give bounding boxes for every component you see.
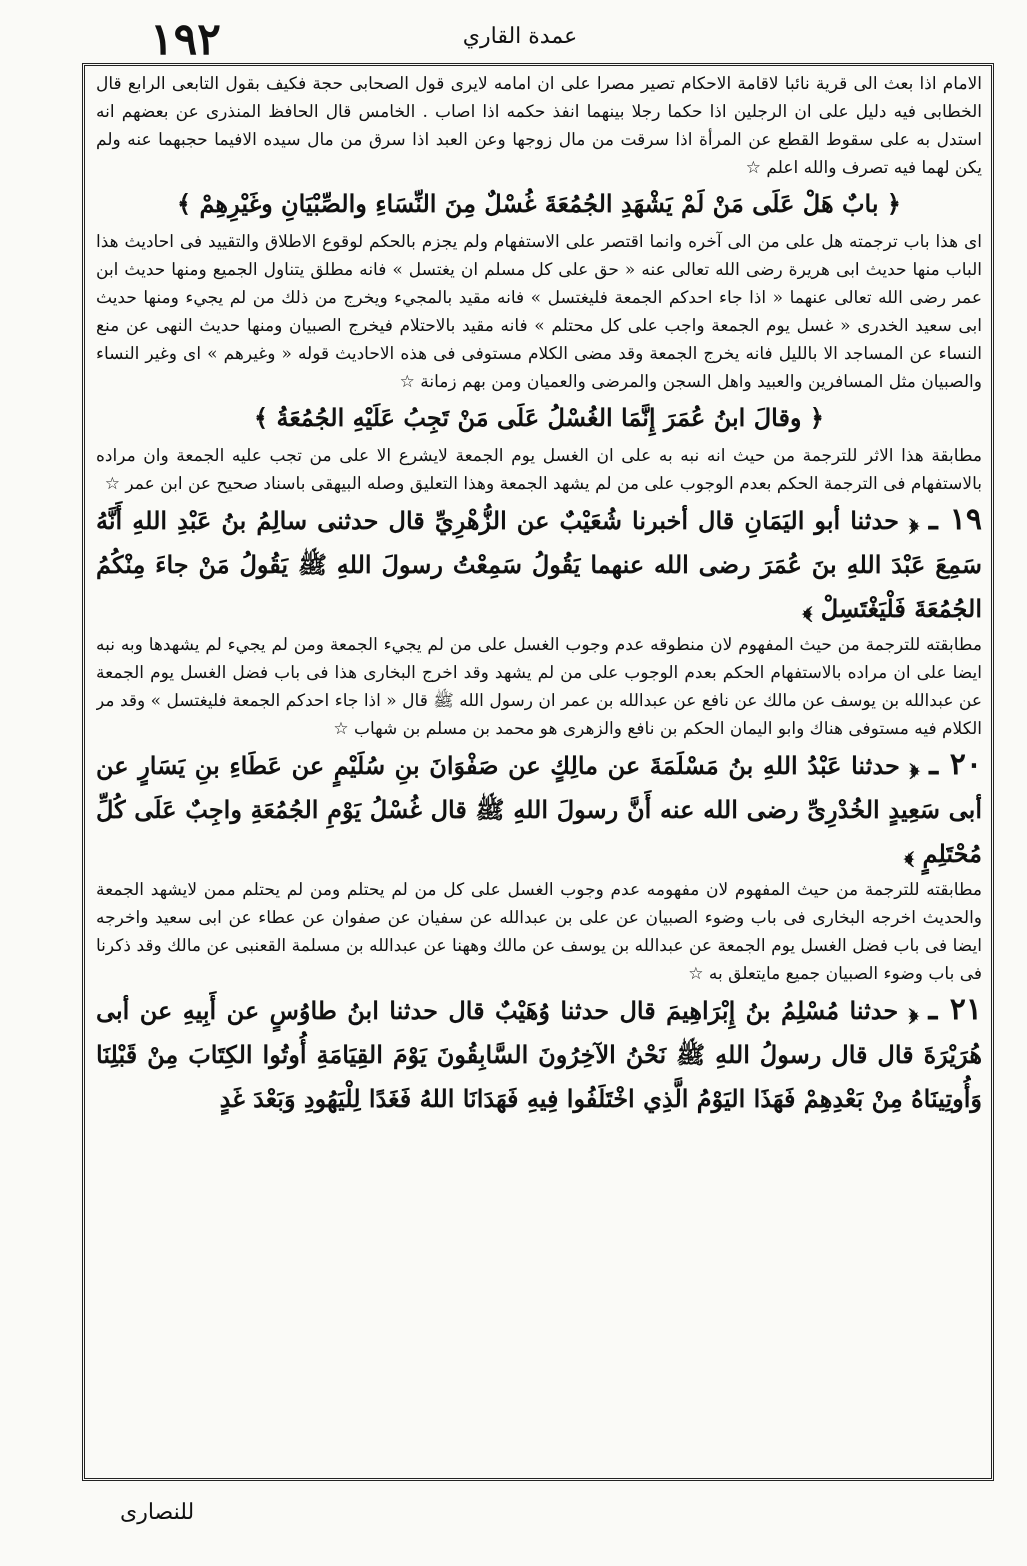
hadith-text	[96, 498, 982, 631]
hadith-number: ٢١ ـ	[928, 992, 982, 1027]
hadith-body: ﴿ حدثنا أبو اليَمَانِ قال أخبرنا شُعَيْبٌ عن الزُّهْرِيِّ قال حدثنى سالِمُ بنُ عَبْدِ اللهِ أَنَّهُ سَمِعَ عَبْدَ اللهِ بنَ عُمَرَ رضى الله عنهما يَقُولُ سَمِعْتُ رسولَ اللهِ ﷺ يَقُولُ مَنْ جاءَ مِنْكُمُ الجُمُعَةَ فَلْيَغْتَسِلْ ﴾	[96, 506, 982, 623]
commentary-paragraph: مطابقته للترجمة من حيث المفهوم لان منطوقه عدم وجوب الغسل على من لم يجيء الجمعة ومن لم يجيء لم يشهدها وبه نبه ايضا على ان مراده بالاستفهام الحكم بعدم الوجوب على من لم يشهد وقد اخرج البخارى هذا فى باب فضل الغسل يوم الجمعة عن عبدالله بن يوسف عن مالك عن نافع عن عبدالله بن عمر ان رسول الله ﷺ قال « اذا جاء احدكم الجمعة فليغتسل » وقد مر الكلام فيه مستوفى هناك وابو اليمان الحكم بن نافع والزهرى هو محمد بن مسلم بن شهاب ☆	[96, 635, 982, 739]
commentary-paragraph: مطابقة هذا الاثر للترجمة من حيث انه نبه به على ان الغسل يوم الجمعة لايشرع الا على من تجب عليه الجمعة وان مراده بالاستفهام فى الترجمة الحكم بعدم الوجوب على من لم يشهد الجمعة وهذا التعليق وصله البيهقى باسناد صحيح عن ابن عمر ☆	[96, 446, 982, 494]
hadith-body: ﴿ حدثنا مُسْلِمُ بنُ إِبْرَاهِيمَ قال حدثنا وُهَيْبٌ قال حدثنا ابنُ طاوُسٍ عن أَبِيهِ عن أبى هُرَيْرَةَ قال قال رسولُ اللهِ ﷺ نَحْنُ الآخِرُونَ السَّابِقُونَ يَوْمَ القِيَامَةِ أُوتُوا الكِتَابَ مِنْ قَبْلِنَا وَأُوتِينَاهُ مِنْ بَعْدِهِمْ فَهَذَا اليَوْمُ الَّذِي اخْتَلَفُوا فِيهِ فَهَدَانَا اللهُ فَغَدًا لِلْيَهُودِ وَبَعْدَ غَدٍ	[96, 996, 982, 1113]
commentary-paragraph: اى هذا باب ترجمته هل على من الى آخره وانما اقتصر على الاستفهام ولم يجزم بالحكم لوقوع الاطلاق والتقييد فى احاديث هذا الباب منها حديث ابى هريرة رضى الله تعالى عنه « حق على كل مسلم ان يغتسل » فانه مطلق يتناول الجميع ومنها حديث ابن عمر رضى الله تعالى عنهما « اذا جاء احدكم الجمعة فليغتسل » فانه مقيد بالمجيء ويخرج من ذلك من لم يجيء ومنها حديث ابى سعيد الخدرى « غسل يوم الجمعة واجب على كل محتلم » فانه مقيد بالاحتلام فيخرج الصبيان ومنها حديث النهى عن منع النساء عن المساجد الا بالليل فانه يخرج الجمعة وقد مضى الكلام مستوفى فى هذه الاحاديث قوله « وغيرهم » اى وغير النساء والصبيان مثل المسافرين والعبيد واهل السجن والمرضى والعميان ومن بهم زمانة ☆	[96, 232, 982, 392]
hadith-text	[96, 988, 982, 1121]
hadith-number: ٢٠ ـ	[929, 747, 982, 782]
commentary-paragraph: الامام اذا بعث الى قرية نائبا لاقامة الاحكام تصير مصرا على ان امامه لايرى قول الصحابى حجة فكيف بقول التابعى الرابع قال الخطابى فيه دليل على ان الرجلين اذا حكما رجلا بينهما انفذ حكمه اذا اصاب . الخامس قال الحافظ المنذرى عن بعضهم انه استدل به على سقوط القطع عن المرأة اذا سرقت من مال زوجها وعن العبد اذا سرق من مال سيده الافيما حجبهما عنه ولم يكن لهما فيه تصرف والله اعلم ☆	[96, 74, 982, 178]
hadith-text	[96, 743, 982, 876]
page-header	[0, 0, 1027, 65]
running-title: عمدة القاري	[462, 24, 578, 49]
chapter-heading: ﴿ وقالَ ابنُ عُمَرَ إِنَّمَا الغُسْلُ عَلَى مَنْ تَجِبُ عَلَيْهِ الجُمُعَةُ ﴾	[254, 403, 824, 432]
page-body	[96, 70, 982, 1470]
page-number: ١٩٢	[150, 14, 221, 65]
catchword: للنصارى	[120, 1500, 195, 1525]
hadith-number: ١٩ ـ	[928, 502, 982, 537]
commentary-paragraph: مطابقته للترجمة من حيث المفهوم لان مفهومه عدم وجوب الغسل على كل من لم يحتلم ومن لم يحتلم ممن لايشهد الجمعة والحديث اخرجه البخارى فى باب وضوء الصبيان عن على بن عبدالله عن سفيان عن صفوان عن عطاء عن ابى سعيد واخرجه ايضا فى باب فضل الغسل يوم الجمعة عن عبدالله بن يوسف عن مالك وههنا عن عبدالله بن مسلمة القعنبى عن مالك وقد ذكرنا فى باب وضوء الصبيان جميع مايتعلق به ☆	[96, 880, 982, 984]
chapter-heading: ﴿ بابٌ هَلْ عَلَى مَنْ لَمْ يَشْهَدِ الجُمُعَةَ غُسْلٌ مِنَ النِّسَاءِ والصِّبْيَانِ وغَيْرِهِمْ ﴾	[177, 189, 901, 218]
hadith-body: ﴿ حدثنا عَبْدُ اللهِ بنُ مَسْلَمَةَ عن مالِكٍ عن صَفْوَانَ بنِ سُلَيْمٍ عن عَطَاءِ بنِ يَسَارٍ عن أبى سَعِيدٍ الخُدْرِىِّ رضى الله عنه أَنَّ رسولَ اللهِ ﷺ قال غُسْلُ يَوْمِ الجُمُعَةِ واجِبٌ عَلَى كُلِّ مُحْتَلِمٍ ﴾	[96, 751, 982, 868]
